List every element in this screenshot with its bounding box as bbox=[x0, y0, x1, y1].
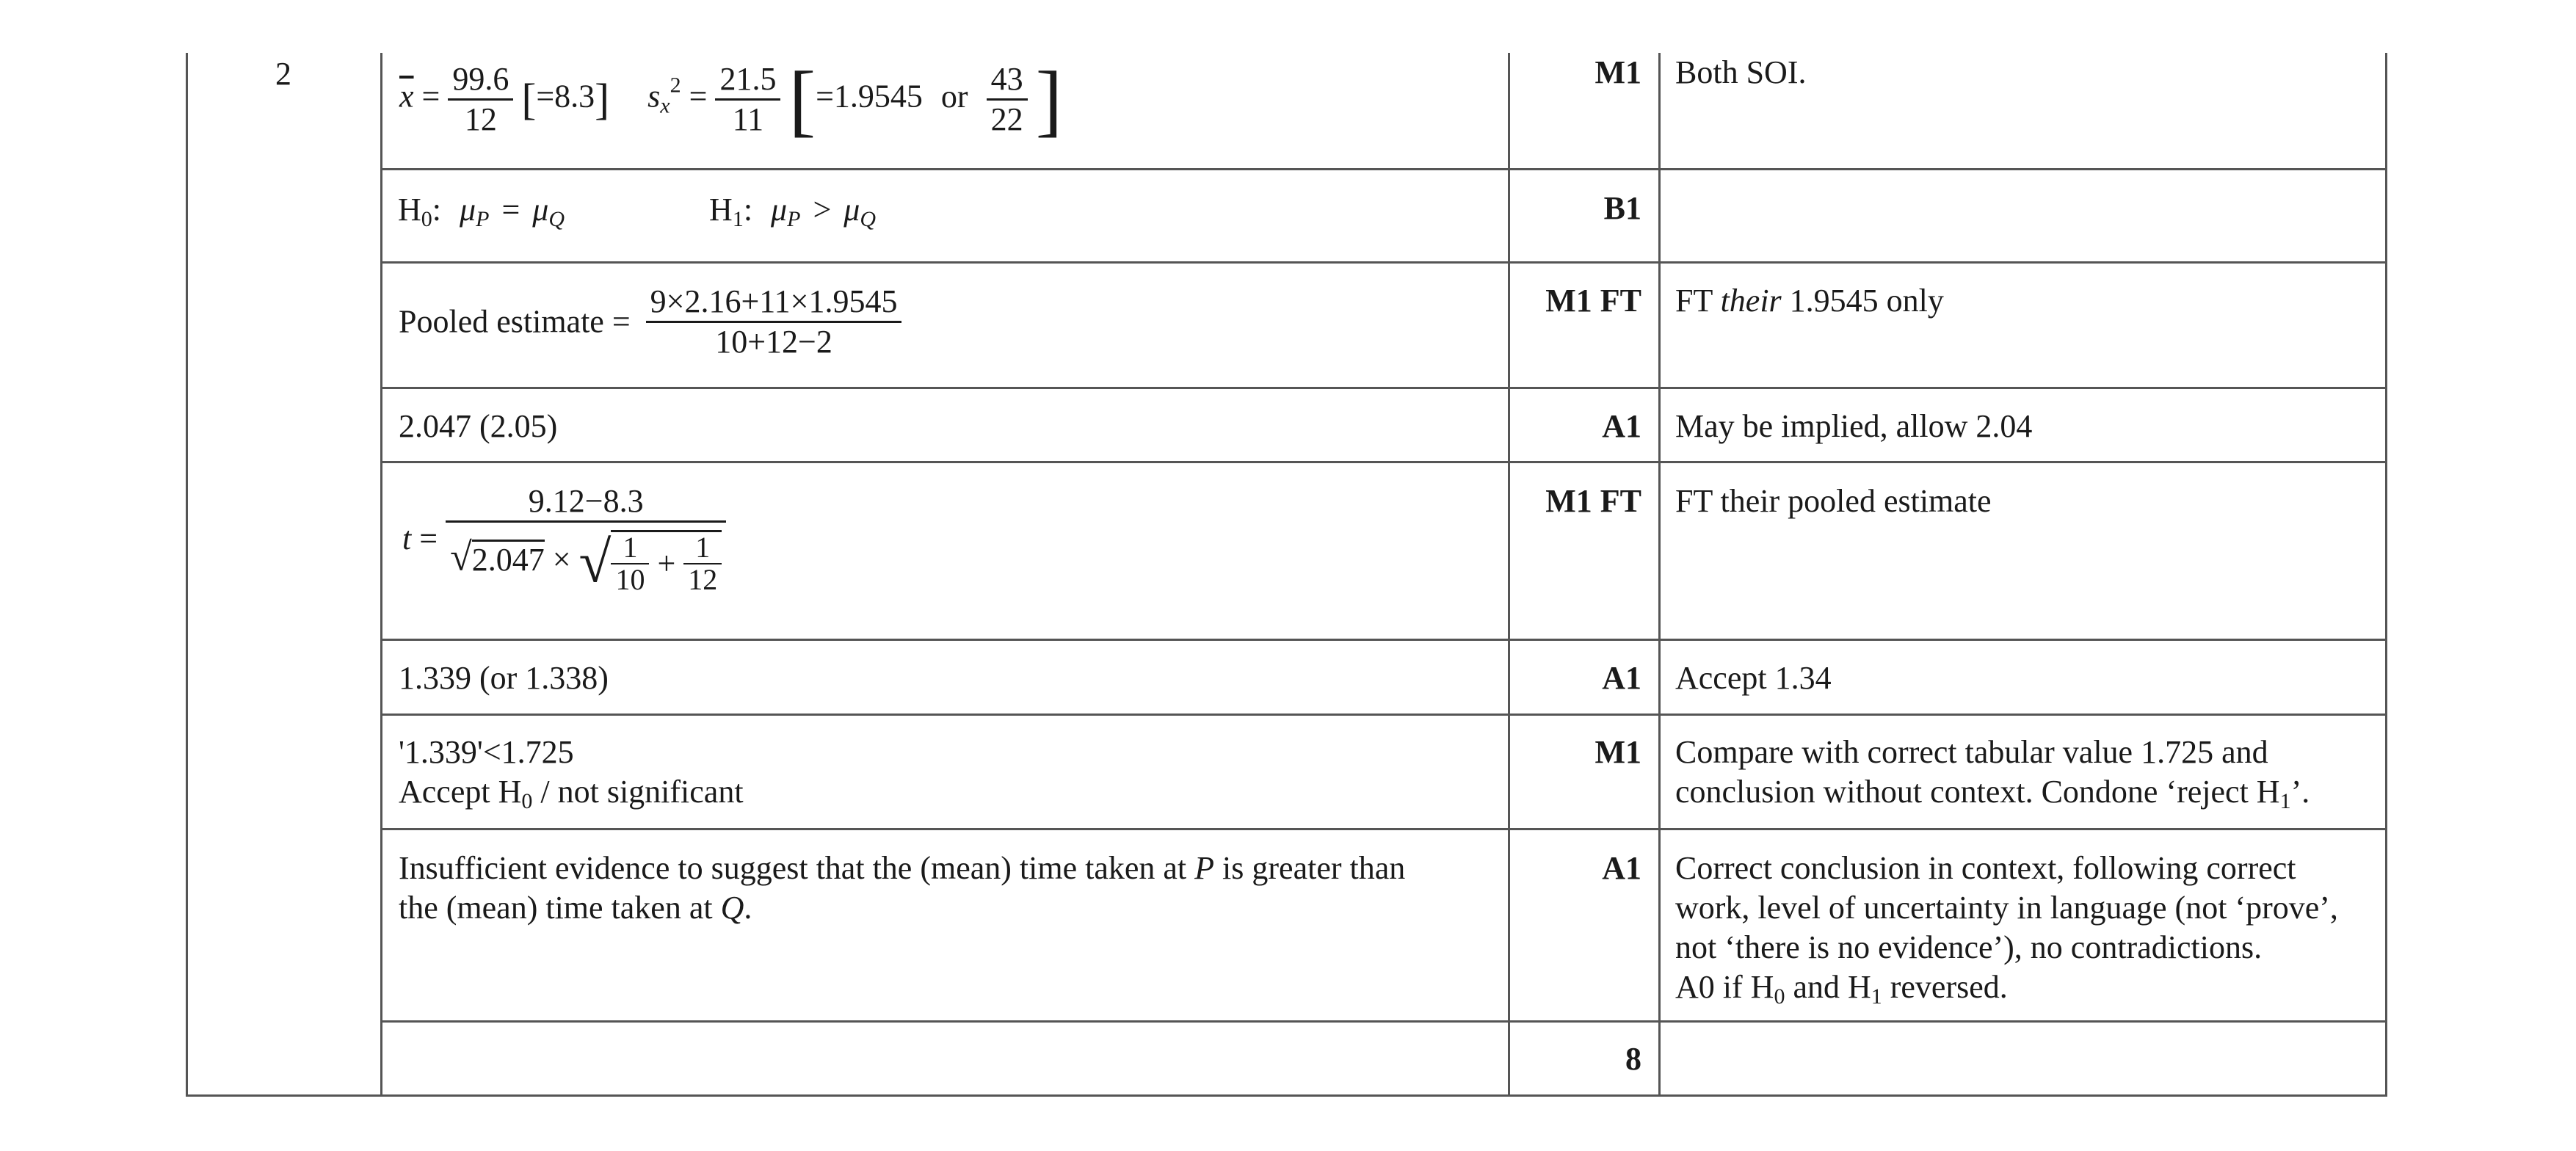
row-divider bbox=[380, 828, 2387, 830]
marks-row-7: M1 bbox=[1594, 734, 1641, 770]
t-fraction: 9.12−8.3 √2.047 × √ $\frac{1}{10}$ + $\frac{1}{12}$ bbox=[446, 482, 726, 595]
guidance-row-4: May be implied, allow 2.04 bbox=[1675, 408, 2033, 444]
marks-row-2: B1 bbox=[1603, 190, 1641, 226]
table-border-right bbox=[2385, 53, 2387, 1097]
marks-row-4: A1 bbox=[1602, 408, 1641, 444]
marks-row-3: M1 FT bbox=[1545, 283, 1641, 319]
row-divider bbox=[380, 639, 2387, 641]
row-divider bbox=[380, 1020, 2387, 1023]
variance-fraction-exact: $\frac{43}{22}$ bbox=[987, 60, 1028, 139]
guidance-row-7: Compare with correct tabular value 1.725 and conclusion without context. Condone ‘reject $H_1$’. bbox=[1675, 734, 2310, 813]
marks-row-6: A1 bbox=[1602, 660, 1641, 696]
answer-pooled-estimate: Pooled estimate = $\frac{9\times 2.16+11\times 1.9545}{10+12-2}$ bbox=[399, 283, 901, 361]
marks-row-1: M1 bbox=[1594, 54, 1641, 90]
table-border-bottom bbox=[186, 1094, 2387, 1097]
question-number: 2 bbox=[275, 56, 291, 92]
marks-row-8: A1 bbox=[1602, 850, 1641, 886]
mean-fraction: $\frac{99.6}{12}$ bbox=[448, 60, 513, 139]
guidance-row-3: FT their 1.9545 only bbox=[1675, 283, 1944, 319]
pooled-fraction: $\frac{9\times 2.16+11\times 1.9545}{10+12-2}$ bbox=[646, 283, 902, 361]
answer-t-value: 1.339 (or 1.338) bbox=[399, 660, 609, 696]
row-divider bbox=[380, 387, 2387, 389]
h0-label: $H_0$: bbox=[398, 192, 442, 231]
row-divider bbox=[380, 168, 2387, 170]
row-divider bbox=[380, 714, 2387, 716]
marks-total: 8 bbox=[1625, 1041, 1641, 1077]
answer-comparison: '1.339'<1.725 Accept $H_0$ / not significant bbox=[399, 734, 744, 813]
answer-t-statistic: t = 9.12−8.3 √2.047 × √ $\frac{1}{10}$ + $\frac{1}{12}$ bbox=[402, 482, 726, 595]
table-border-left bbox=[186, 53, 188, 1097]
h1-label: $H_1$: bbox=[709, 192, 753, 231]
answer-hypotheses: $H_0$: $\mu_P = \mu_Q$ $H_1$: $\mu_P > \mu_Q$ bbox=[398, 192, 877, 231]
guidance-row-8: Correct conclusion in context, following correct work, level of uncertainty in language (not ‘prove’, not ‘there is no evidence’), no contradictions. A0 if $H_0$ and $H_1$ reversed. bbox=[1675, 850, 2338, 1009]
row-divider bbox=[380, 261, 2387, 264]
variance-fraction: $\frac{21.5}{11}$ bbox=[715, 60, 780, 139]
guidance-row-6: Accept 1.34 bbox=[1675, 660, 1832, 696]
guidance-row-5: FT their pooled estimate bbox=[1675, 483, 1992, 519]
answer-conclusion: Insufficient evidence to suggest that the (mean) time taken at P is greater than the (mean) time taken at Q. bbox=[399, 850, 1406, 926]
row-divider bbox=[380, 461, 2387, 463]
column-divider-guidance bbox=[1658, 53, 1661, 1097]
guidance-row-1: Both SOI. bbox=[1675, 54, 1807, 90]
marks-row-5: M1 FT bbox=[1545, 483, 1641, 519]
answer-pooled-value: 2.047 (2.05) bbox=[399, 408, 558, 444]
column-divider-answer bbox=[380, 53, 382, 1097]
answer-mean-variance: $\overline{x}$ = $\frac{99.6}{12}$ [=8.3] $s_x^2$ = $\frac{21.5}{11}$ [=1.9545 or $\frac{43}{22}$ ] bbox=[399, 54, 1063, 145]
